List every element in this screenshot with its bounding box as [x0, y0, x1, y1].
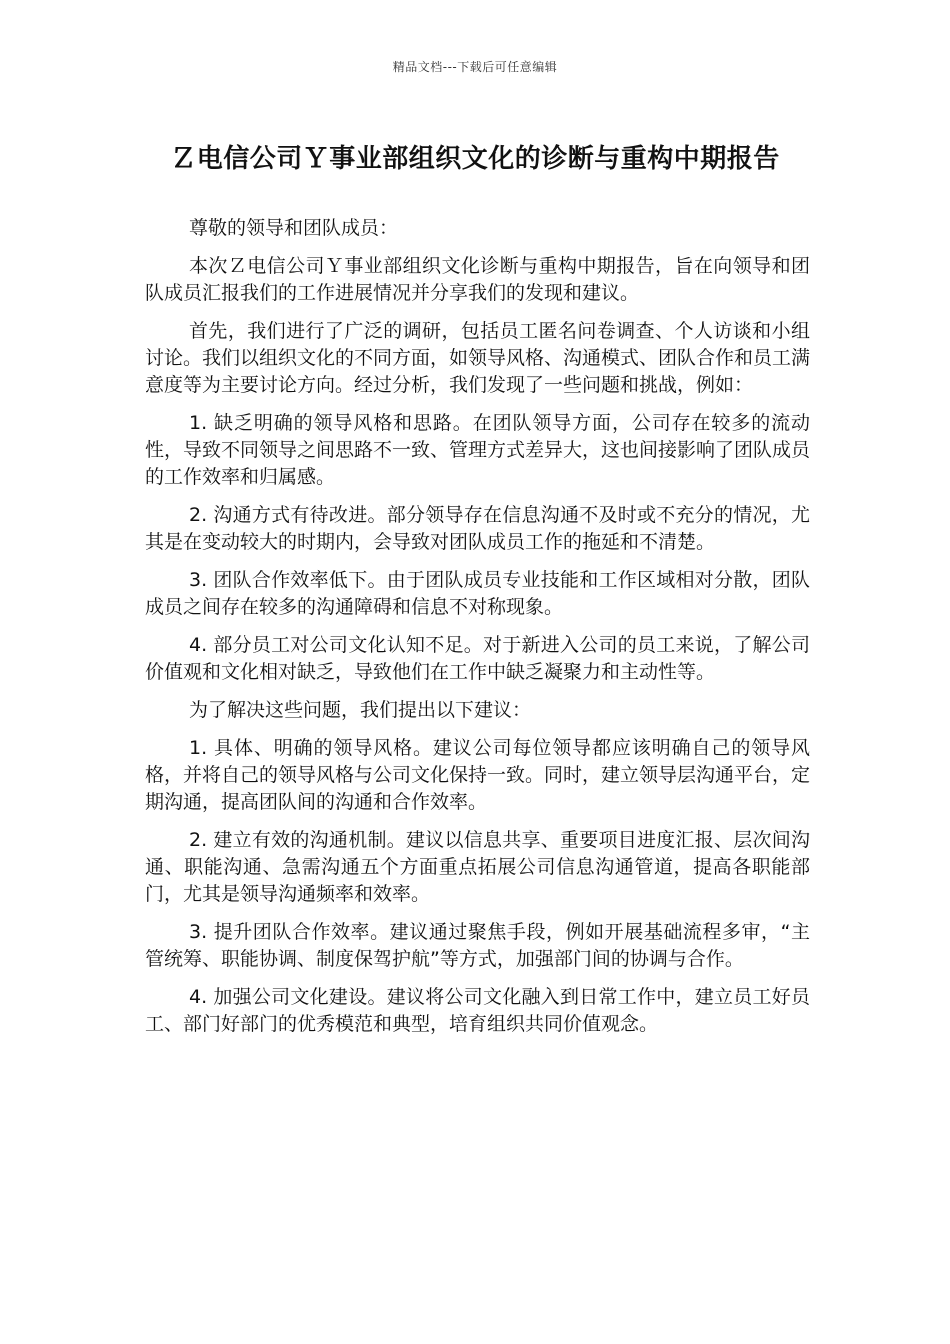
paragraph-suggestion-intro: 为了解决这些问题，我们提出以下建议： [189, 699, 532, 721]
header-note: 精品文档---下载后可任意编辑 [392, 60, 558, 74]
paragraph-intro: 本次Ｚ电信公司Ｙ事业部组织文化诊断与重构中期报告，旨在向领导和团队成员汇报我们的工作进展情况并分享我们的发现和建议。 [145, 255, 810, 304]
paragraph-suggestion-2: 2. 建立有效的沟通机制。建议以信息共享、重要项目进度汇报、层次间沟通、职能沟通、急需沟通五个方面重点拓展公司信息沟通管道，提高各职能部门，尤其是领导沟通频率和效率。 [145, 829, 810, 905]
document-body [145, 215, 810, 1049]
paragraph-suggestion-1: 1. 具体、明确的领导风格。建议公司每位领导都应该明确自己的领导风格，并将自己的领导风格与公司文化保持一致。同时，建立领导层沟通平台，定期沟通，提高团队间的沟通和合作效率。 [145, 737, 811, 813]
paragraph-suggestion-4: 4. 加强公司文化建设。建议将公司文化融入到日常工作中，建立员工好员工、部门好部门的优秀模范和典型，培育组织共同价值观念。 [145, 986, 810, 1035]
paragraph-problem-3: 3. 团队合作效率低下。由于团队成员专业技能和工作区域相对分散，团队成员之间存在较多的沟通障碍和信息不对称现象。 [145, 569, 810, 618]
document-title: Ｚ电信公司Ｙ事业部组织文化的诊断与重构中期报告 [170, 144, 780, 174]
paragraph-salutation: 尊敬的领导和团队成员： [189, 217, 399, 239]
paragraph-problem-4: 4. 部分员工对公司文化认知不足。对于新进入公司的员工来说，了解公司价值观和文化相对缺乏，导致他们在工作中缺乏凝聚力和主动性等。 [145, 634, 810, 683]
paragraph-problem-1: 1. 缺乏明确的领导风格和思路。在团队领导方面，公司存在较多的流动性，导致不同领导之间思路不一致、管理方式差异大，这也间接影响了团队成员的工作效率和归属感。 [145, 412, 811, 488]
paragraph-problem-2: 2. 沟通方式有待改进。部分领导存在信息沟通不及时或不充分的情况，尤其是在变动较大的时期内，会导致对团队成员工作的拖延和不清楚。 [145, 504, 810, 553]
paragraph-suggestion-3: 3. 提升团队合作效率。建议通过聚焦手段，例如开展基础流程多审，“主管统筹、职能协调、制度保驾护航”等方式，加强部门间的协调与合作。 [145, 921, 810, 970]
paragraph-research: 首先，我们进行了广泛的调研，包括员工匿名问卷调查、个人访谈和小组讨论。我们以组织文化的不同方面，如领导风格、沟通模式、团队合作和员工满意度等为主要讨论方向。经过分析，我们发现了一些问题和挑战，例如： [145, 320, 811, 396]
